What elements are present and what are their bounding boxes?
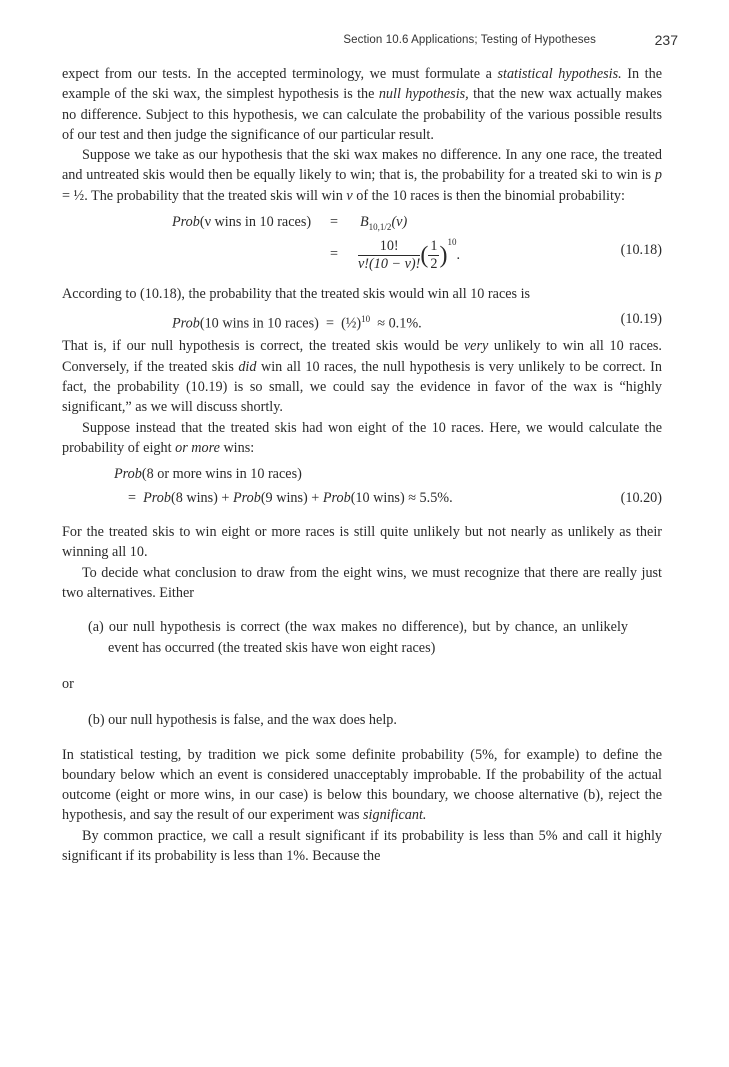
equation-10-20: Prob(8 or more wins in 10 races) = Prob(8 wins) + Prob(9 wins) + Prob(10 wins) ≈ 5.5%. (10.20) — [62, 464, 662, 516]
term-null-hypothesis: null hypothesis, — [378, 86, 469, 103]
page-body — [62, 64, 662, 866]
equation-number-10-19: (10.19) — [620, 311, 662, 328]
paragraph-3: According to (10.18), the probability that the treated skis would win all 10 races is — [62, 286, 531, 303]
paragraph-4: That is, if our null hypothesis is correct, the treated skis would be very unlikely to win all 10 races. Conversely, if the treated skis did win all 10 races, the null hypothesis is very unlikely to be correct. In fact, the probability (10.19) is so small, we could say the evidence in favor of the wax is “highly significant,” as we will discuss shortly. — [62, 338, 662, 416]
paragraph-1: expect from our tests. In the accepted terminology, we must formulate a statistical hypothesis. In the example of the ski wax, the simplest hypothesis is the null hypothesis, that the new wax actually makes no difference. Subject to this hypothesis, we can calculate the probability of the various possible results of our test and then judge the significance of our particular result. — [62, 66, 663, 143]
paragraph-7: To decide what conclusion to draw from the eight wins, we must recognize that there are really just two alternatives. Either — [62, 564, 662, 602]
equation-10-19: Prob(10 wins in 10 races) = (½)$^{10}$ ≈ 0.1%. (10.19) — [172, 311, 662, 333]
paragraph-5: Suppose instead that the treated skis had won eight of the 10 races. Here, we would calculate the probability of eight or more wins: — [62, 419, 662, 456]
equation-10-18: Prob(ν wins in 10 races) = $B_{10,1/2}(\nu)$ = $\frac{10!}{\nu!(10 - \nu)!}$ ( $\frac{1}{2}$ )$^{10}$. (10.18) — [172, 214, 662, 273]
equation-number-10-18: (10.18) — [620, 242, 662, 259]
alternative-b: (b) our null hypothesis is false, and the wax does help. — [88, 712, 397, 729]
alternative-a: (a) our null hypothesis is correct (the wax makes no difference), but by chance, an unlikely event has occurred (the treated skis have won eight races) — [88, 619, 628, 656]
paragraph-9: By common practice, we call a result significant if its probability is less than 5% and call it highly significant if its probability is less than 1%. Because the — [62, 827, 662, 865]
running-header — [0, 32, 729, 52]
paragraph-2: Suppose we take as our hypothesis that the ski wax makes no difference. In any one race, the treated and untreated skis would then be equally likely to win; that is, the probability for a treated ski to win is p = ½. The probability that the treated skis will win ν of the 10 races is then the binomial probability: — [62, 147, 662, 204]
paragraph-8: In statistical testing, by tradition we pick some definite probability (5%, for example) to define the boundary below which an event is considered unacceptably improbable. If the probability of the actual outcome (eight or more wins, in our case) is below this boundary, we choose alternative (b), reject the hypothesis, and say the result of our experiment was significant. — [62, 746, 662, 824]
factorial-fraction: $\frac{10!}{\nu!(10 - \nu)!}$ — [358, 238, 421, 273]
equation-number-10-20: (10.20) — [620, 490, 662, 507]
term-statistical-hypothesis: statistical hypothesis. — [497, 66, 622, 82]
paragraph-6: For the treated skis to win eight or more races is still quite unlikely but not nearly as unlikely as their winning all 10. — [62, 524, 662, 561]
half-fraction: $\frac{1}{2}$ — [430, 238, 438, 273]
page-number: 237 — [654, 32, 678, 48]
or-connector: or — [62, 675, 74, 692]
section-title: Section 10.6 Applications; Testing of Hypotheses — [343, 34, 596, 46]
